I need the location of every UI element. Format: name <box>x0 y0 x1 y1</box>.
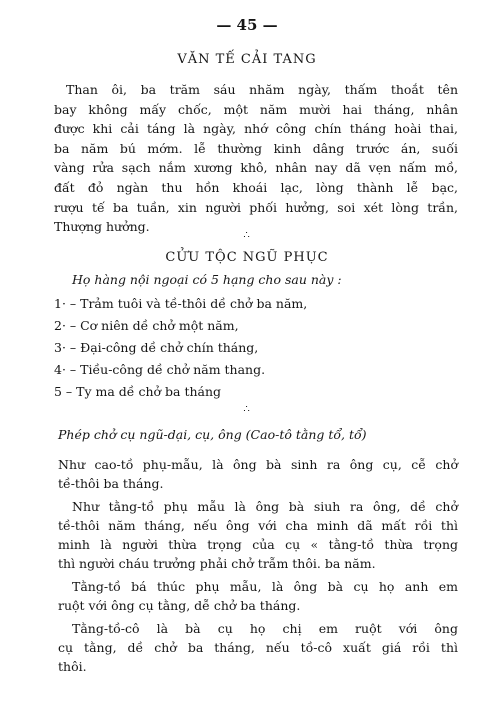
text-line: minh là người thừa trọng của cụ « tằng-tồ thừa trọng <box>58 537 458 552</box>
text-line: vàng rửa sạch nắm xương khô, nhân nay dã vẹn nấm mồ, <box>54 160 458 176</box>
section-title-van-te: VĂN TẾ CẢI TANG <box>177 52 317 67</box>
text-line: thôi. <box>58 659 87 674</box>
text-line: tề-thôi năm tháng, nếu ông với cha minh dã mất rồi thì <box>58 518 458 533</box>
text-line: ruột với ông cụ tằng, dễ chở ba tháng. <box>58 598 301 613</box>
text-line: ba năm bú mớm. lễ thường kinh dâng trước án, suối <box>54 140 458 156</box>
text-line: thì người cháu trưởng phải chở trẫm thôi. ba năm. <box>58 556 376 571</box>
text-line: đất đỏ ngàn thu hồn khoái lạc, lòng thành lễ bạc, <box>54 180 458 195</box>
text-line: cụ tằng, dề chở ba tháng, nếu tồ-cô xuất giá rồi thì <box>58 640 458 655</box>
text-line: được khi cải táng là ngày, nhớ công chín tháng hoài thai, <box>54 121 458 137</box>
text-line: Như cao-tồ phụ-mẫu, là ông bà sinh ra ông cụ, cễ chở <box>58 457 458 472</box>
list-item: 5 – Ty ma dề chở ba tháng <box>54 384 222 399</box>
page-number: — 45 — <box>216 16 278 34</box>
section-separator: ∴ <box>243 230 251 241</box>
text-line: Thượng hưởng. <box>54 219 150 235</box>
section-subtitle: Họ hàng nội ngoại có 5 hạng cho sau này : <box>72 272 342 287</box>
text-line: Tằng-tồ bá thúc phụ mẫu, là ông bà cụ họ anh em <box>72 579 458 594</box>
section-separator: ∴ <box>243 404 251 415</box>
text-line: Như tằng-tồ phụ mẫu là ông bà siuh ra ông, dề chở <box>72 499 458 514</box>
list-item: 2· – Cơ niên dề chở một năm, <box>54 318 239 333</box>
text-line: rượu tế ba tuần, xin người phối hưởng, soi xét lòng trần, <box>54 199 458 215</box>
list-item: 4· – Tiều-công dề chở năm thang. <box>54 362 266 377</box>
text-line: bay không mấy chốc, một năm mười hai tháng, nhân <box>54 101 458 117</box>
section-title-phep-cho: Phép chở cụ ngũ-dại, cụ, ông (Cao-tô tằng tổ, tổ) <box>58 427 367 442</box>
text-line: Than ôi, ba trăm sáu nhăm ngày, thấm thoắt tên <box>66 82 458 97</box>
text-line: Tằng-tồ-cô là bà cụ họ chị em ruột với ông <box>72 621 458 636</box>
list-item: 1· – Trảm tuôi và tề-thôi dề chở ba năm, <box>54 296 308 311</box>
text-line: tề-thôi ba tháng. <box>58 476 164 491</box>
section-title-cuu-toc: CỬU TỘC NGŨ PHỤC <box>165 250 329 265</box>
list-item: 3· – Đại-công dề chở chín tháng, <box>54 340 259 355</box>
